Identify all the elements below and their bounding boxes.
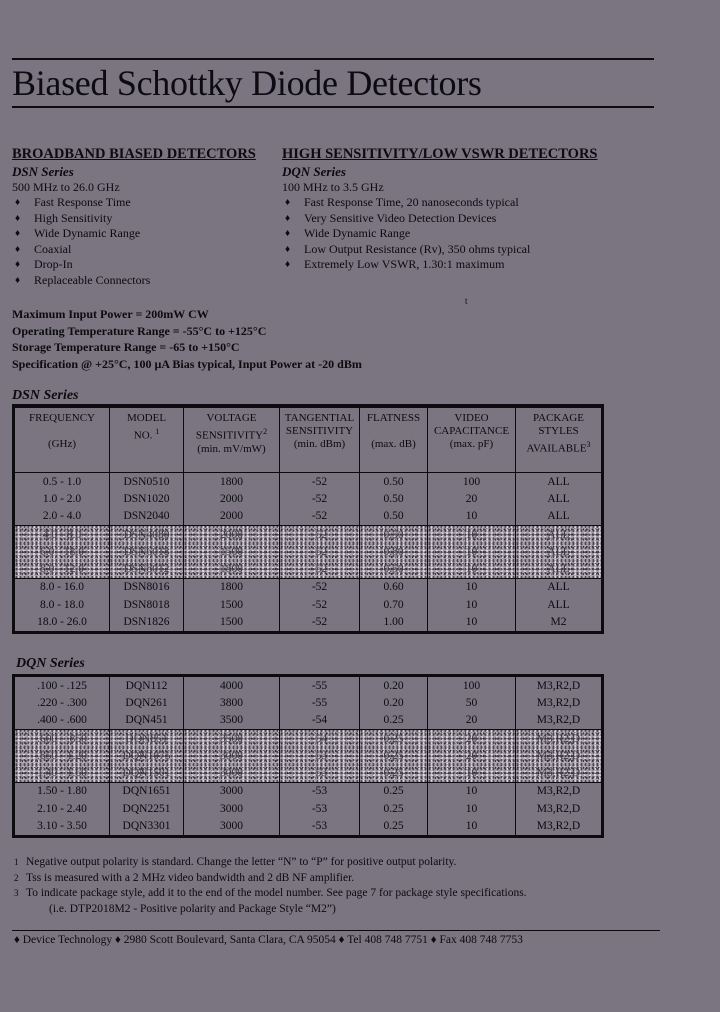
dqn-spec-table	[12, 674, 604, 838]
table-cell: DQN1075	[110, 747, 184, 764]
top-rule	[12, 58, 654, 60]
footnote-item: 1 Negative output polarity is standard. Change the letter “N” to “P” for positive output polarity.	[14, 856, 457, 868]
table-cell: 20	[428, 747, 516, 764]
table-cell: DSN1826	[110, 613, 184, 632]
dsn-series-label: DSN Series	[12, 164, 74, 179]
table-cell: M3,R2,D	[516, 676, 603, 695]
table-row	[14, 596, 603, 613]
table-cell: 4.0 - 8.0	[14, 525, 110, 543]
table-row	[14, 712, 603, 730]
table-cell: 6.0 - 18.0	[14, 543, 110, 560]
table-cell: 10	[428, 782, 516, 800]
table-cell: 20	[428, 712, 516, 730]
table-cell: 8.0 - 18.0	[39, 598, 85, 611]
page-title: Biased Schottky Diode Detectors	[12, 63, 482, 103]
dqn-frequency-range: 100 MHz to 3.5 GHz	[282, 180, 384, 194]
table-row	[14, 764, 603, 782]
spec-operating-temp: Operating Temperature Range = -55°C to +125°C	[12, 323, 267, 338]
table-cell: 10	[428, 596, 516, 613]
table-row	[14, 747, 603, 764]
table-cell: DQN2251	[110, 800, 184, 817]
table-cell: 0.50	[360, 525, 428, 543]
dqn-table-label: DQN Series	[16, 656, 85, 671]
high-sensitivity-heading: HIGH SENSITIVITY/LOW VSWR DETECTORS	[282, 146, 598, 162]
table-cell: 10	[428, 800, 516, 817]
spec-conditions: Specification @ +25°C, 100 µA Bias typical, Input Power at -20 dBm	[12, 356, 362, 371]
table-cell: -55	[280, 694, 360, 711]
table-cell: M2	[516, 613, 603, 632]
table-cell: 3500	[184, 712, 280, 730]
table-cell: M3,R2,D	[516, 764, 603, 782]
bottom-rule	[12, 930, 660, 931]
table-cell: 0.60	[360, 578, 428, 596]
table-row	[14, 800, 603, 817]
table-cell: 0.20	[360, 676, 428, 695]
table-cell: -52	[280, 596, 360, 613]
table-cell: 10	[428, 578, 516, 596]
table-cell: .100 - .125	[37, 679, 87, 692]
table-cell: M3,R2,D	[516, 747, 603, 764]
table-cell: DQN851	[110, 729, 184, 747]
table-cell: ALL	[516, 473, 603, 491]
table-cell: 1.0 - 2.0	[42, 492, 82, 505]
list-item: ♦ Fast Response Time, 20 nanoseconds typical	[285, 195, 519, 209]
spec-max-input-power: Maximum Input Power = 200mW CW	[12, 307, 209, 321]
list-item: ♦ Low Output Resistance (Rv), 350 ohms typical	[285, 241, 531, 256]
table-cell: 0.50	[360, 473, 428, 491]
list-item: ♦ Replaceable Connectors	[15, 272, 151, 287]
table-cell: 0.80	[360, 543, 428, 560]
table-cell: -52	[280, 508, 360, 526]
specifications	[12, 306, 362, 372]
table-cell: 1.50 - 1.80	[14, 782, 110, 800]
col-tangential-sensitivity: TANGENTIAL SENSITIVITY (min. dBm)	[280, 407, 360, 473]
footnote-item: 2 Tss is measured with a 2 MHz video bandwidth and 2 dB NF amplifier.	[14, 871, 355, 884]
table-cell: M3,R2,D	[516, 729, 603, 747]
table-cell: 1800	[184, 473, 280, 491]
diamond-bullet-icon: ♦	[285, 212, 291, 224]
table-cell: 10	[428, 560, 516, 578]
table-cell: 0.20	[360, 694, 428, 711]
table-cell: 10	[428, 543, 516, 560]
table-cell: 0.5 - 1.0	[42, 475, 82, 488]
diamond-bullet-icon: ♦	[15, 259, 21, 270]
footnote-item: (i.e. DTP2018M2 - Positive polarity and Package Style “M2”)	[26, 902, 336, 915]
table-cell: 3000	[184, 782, 280, 800]
table-cell: 3.10 - 3.50	[37, 820, 87, 833]
footnotes	[14, 855, 527, 917]
diamond-bullet-icon: ♦	[15, 197, 21, 208]
dqn-table-body	[14, 676, 603, 837]
table-cell: -52	[280, 473, 360, 491]
list-item: ♦ Extremely Low VSWR, 1.30:1 maximum	[285, 257, 505, 271]
table-cell: -52	[280, 543, 360, 560]
table-cell: DSN0510	[110, 473, 184, 491]
footnote-item: 3 To indicate package style, add it to the end of the model number. See page 7 for package style specifications.	[14, 887, 527, 899]
table-cell: DQN451	[110, 712, 184, 730]
dsn-table-body	[14, 473, 603, 633]
table-cell: 3000	[184, 764, 280, 782]
diamond-bullet-icon: ♦	[15, 212, 21, 224]
diamond-bullet-icon: ♦	[285, 228, 291, 239]
table-cell: 0.50	[360, 490, 428, 507]
table-cell: DQN3301	[110, 817, 184, 836]
table-row	[14, 578, 603, 596]
table-cell: 3000	[184, 747, 280, 764]
table-cell: 50	[428, 694, 516, 711]
list-item: ♦ Wide Dynamic Range	[15, 226, 141, 240]
table-row	[14, 543, 603, 560]
table-row	[14, 508, 603, 526]
dsn-frequency-range: 500 MHz to 26.0 GHz	[12, 180, 120, 194]
table-cell: .400 - .600	[37, 714, 87, 727]
table-cell: 20	[428, 729, 516, 747]
col-package-styles: PACKAGE STYLES AVAILABLE$^3$	[516, 407, 603, 473]
table-row	[14, 729, 603, 747]
col-video-capacitance: VIDEO CAPACITANCE (max. pF)	[428, 407, 516, 473]
table-cell: 0.25	[360, 729, 428, 747]
table-cell: -52	[280, 578, 360, 596]
table-cell: 3500	[184, 729, 280, 747]
dqn-feature-list	[282, 195, 597, 273]
stray-mark: t	[465, 296, 468, 306]
table-cell: M3,R2,D	[516, 712, 603, 730]
table-cell: 100	[428, 676, 516, 695]
table-cell: 3000	[184, 817, 280, 836]
diamond-bullet-icon: ♦	[15, 274, 21, 286]
table-cell: .220 - .300	[37, 696, 87, 709]
table-cell: -52	[280, 560, 360, 578]
table-cell: M3,R2,D	[516, 800, 603, 817]
col-model: MODEL NO. $^1$	[110, 407, 184, 473]
table-cell: -53	[280, 764, 360, 782]
broadband-heading: BROADBAND BIASED DETECTORS	[12, 146, 256, 162]
table-cell: 2000	[184, 508, 280, 526]
table-cell: 0.25	[360, 712, 428, 730]
table-row	[14, 613, 603, 632]
table-cell: 2000	[184, 525, 280, 543]
table-cell: 1.00	[360, 613, 428, 632]
table-cell: 1500	[184, 596, 280, 613]
table-row	[14, 817, 603, 836]
table-cell: 8.0 - 12.0	[14, 560, 110, 578]
table-cell: 10	[428, 508, 516, 526]
table-cell: ALL	[516, 508, 603, 526]
table-cell: 18.0 - 26.0	[37, 616, 87, 629]
table-cell: ALL	[516, 596, 603, 613]
list-item: ♦ Drop-In	[15, 257, 73, 271]
diamond-bullet-icon: ♦	[15, 228, 21, 239]
table-cell: M3,R2,D	[516, 817, 603, 836]
table-cell: -53	[280, 782, 360, 800]
table-cell: DSN8012	[110, 560, 184, 578]
table-cell: DSN6018	[110, 543, 184, 560]
col-voltage-sensitivity: VOLTAGE SENSITIVITY$^2$ (min. mV/mW)	[184, 407, 280, 473]
table-cell: -52	[280, 613, 360, 632]
table-cell: DSN4080	[110, 525, 184, 543]
table-cell: 1500	[184, 543, 280, 560]
col-flatness: FLATNESS (max. dB)	[360, 407, 428, 473]
table-cell: 2.10 - 2.40	[37, 802, 87, 815]
table-cell: DQN1651	[110, 782, 184, 800]
table-cell: DQN112	[110, 676, 184, 695]
table-cell: -54	[280, 729, 360, 747]
dsn-spec-table	[12, 405, 604, 634]
table-cell: 3800	[184, 694, 280, 711]
table-cell: 100	[428, 473, 516, 491]
table-cell: 10	[428, 525, 516, 543]
table-row	[14, 473, 603, 491]
table-cell: ALL	[516, 543, 603, 560]
list-item: ♦ Fast Response Time	[15, 195, 131, 209]
table-cell: DSN8018	[110, 596, 184, 613]
table-cell: 0.50	[360, 560, 428, 578]
col-frequency: FREQUENCY (GHz)	[14, 407, 110, 473]
list-item: ♦ High Sensitivity	[15, 210, 113, 225]
table-cell: 0.25	[360, 747, 428, 764]
table-cell: 3000	[184, 800, 280, 817]
table-cell: ALL	[516, 490, 603, 507]
table-cell: 1800	[184, 578, 280, 596]
list-item: ♦ Coaxial	[15, 241, 72, 256]
table-cell: M3,R2,D	[516, 782, 603, 800]
table-cell: -53	[280, 800, 360, 817]
dsn-table-label: DSN Series	[12, 388, 79, 403]
list-item: ♦ Wide Dynamic Range	[285, 226, 411, 240]
table-row	[14, 676, 603, 695]
table-cell: ALL	[516, 560, 603, 578]
diamond-bullet-icon: ♦	[285, 259, 291, 270]
table-cell: DQN1501	[110, 764, 184, 782]
table-row	[14, 490, 603, 507]
table-header-row	[14, 407, 603, 473]
table-cell: 20	[428, 490, 516, 507]
table-cell: 10	[428, 817, 516, 836]
table-cell: ALL	[516, 578, 603, 596]
dqn-series-label: DQN Series	[282, 164, 346, 179]
table-cell: 8.0 - 16.0	[14, 578, 110, 596]
table-cell: -52	[280, 525, 360, 543]
diamond-bullet-icon: ♦	[15, 243, 21, 255]
title-rule	[12, 106, 654, 108]
table-row	[14, 560, 603, 578]
table-cell: 0.25	[360, 782, 428, 800]
table-cell: 0.25	[360, 764, 428, 782]
table-cell: .850 - 1.20	[14, 747, 110, 764]
table-row	[14, 782, 603, 800]
table-cell: .600 - .850	[14, 729, 110, 747]
table-row	[14, 694, 603, 711]
table-cell: 1500	[184, 613, 280, 632]
diamond-bullet-icon: ♦	[285, 243, 291, 255]
table-cell: 4000	[184, 676, 280, 695]
spec-storage-temp: Storage Temperature Range = -65 to +150°C	[12, 340, 240, 354]
table-cell: 0.50	[360, 508, 428, 526]
table-cell: DSN8016	[110, 578, 184, 596]
table-cell: DSN1020	[110, 490, 184, 507]
table-row	[14, 525, 603, 543]
broadband-section	[12, 146, 256, 288]
list-item: ♦ Very Sensitive Video Detection Devices	[285, 210, 497, 225]
table-cell: DSN2040	[110, 508, 184, 526]
table-cell: 1800	[184, 560, 280, 578]
table-cell: 2000	[184, 490, 280, 507]
table-cell: -53	[280, 747, 360, 764]
table-cell: -55	[280, 676, 360, 695]
company-contact-line: ♦ Device Technology ♦ 2980 Scott Boulevard, Santa Clara, CA 95054 ♦ Tel 408 748 7751 ♦ Fax 408 748 7753	[14, 934, 523, 946]
table-cell: 0.70	[360, 596, 428, 613]
table-cell: 10	[428, 764, 516, 782]
dsn-feature-list	[12, 195, 256, 288]
table-cell: 0.25	[360, 800, 428, 817]
table-cell: DQN261	[110, 694, 184, 711]
table-cell: -53	[280, 817, 360, 836]
table-cell: -54	[280, 712, 360, 730]
high-sensitivity-section	[282, 146, 597, 273]
table-cell: 1.40 - 1.60	[14, 764, 110, 782]
diamond-bullet-icon: ♦	[285, 197, 291, 208]
table-cell: ALL	[516, 525, 603, 543]
table-cell: -52	[280, 490, 360, 507]
table-cell: M3,R2,D	[516, 694, 603, 711]
table-cell: 2.0 - 4.0	[42, 510, 82, 523]
table-cell: 10	[428, 613, 516, 632]
table-cell: 0.25	[360, 817, 428, 836]
